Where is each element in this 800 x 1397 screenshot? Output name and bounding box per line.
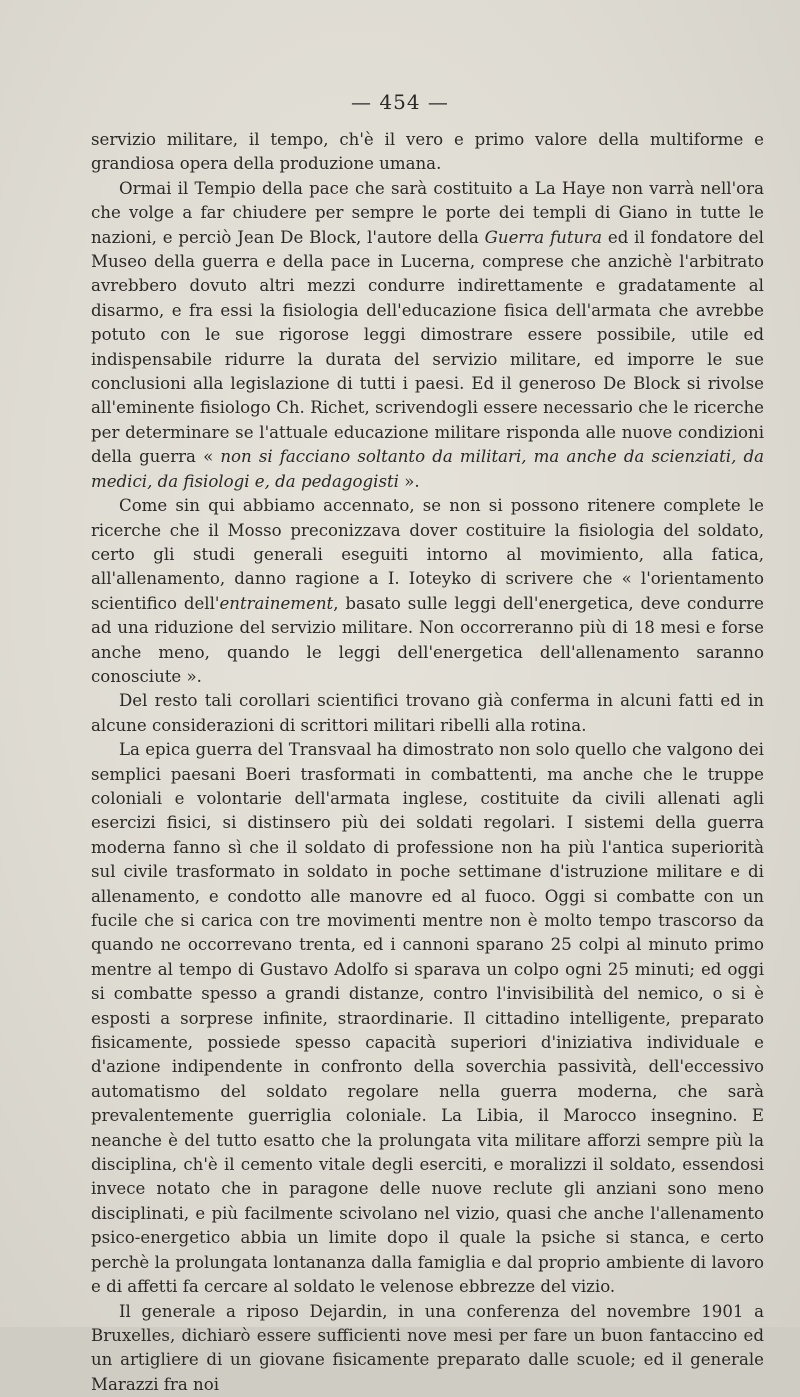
- quotation-italic: non si facciano soltanto da militari, ma anche da scienziati, da medici, da fisiologi e, da pedagogisti: [91, 447, 764, 490]
- text-run: servizio militare, il tempo, ch'è il vero e primo valore della multiforme e grandiosa opera della produzione umana.: [91, 130, 764, 173]
- text-run: Del resto tali corollari scientifici trovano già conferma in alcuni fatti ed in alcune considerazioni di scrittori militari ribelli alla rotina.: [91, 691, 764, 734]
- paragraph: [91, 738, 764, 1299]
- paragraph: [91, 689, 764, 738]
- term-italic: entrainement: [219, 594, 333, 613]
- paragraph: [91, 1300, 764, 1397]
- paragraph: [91, 128, 764, 177]
- text-run: Come sin qui abbiamo accennato, se non si possono ritenere complete le ricerche che il Mosso preconizzava dover costituire la fisiologia del soldato, certo gli studi generali eseguiti intorno al movimiento, alla fatica, all'allenamento, danno ragione a I. Ioteyko di scrivere che « l'orientamento scientifico dell': [91, 496, 764, 613]
- text-run: Ormai il Tempio della pace che sarà costituito a La Haye non varrà nell'ora che volge a far chiudere per sempre le porte dei templi di Giano in tutte le nazioni, e perciò Jean De Block, l'autore della: [91, 179, 764, 247]
- paragraph: [91, 494, 764, 689]
- text-run: , basato sulle leggi dell'energetica, deve condurre ad una riduzione del servizio militare. Non occorreranno più di 18 mesi e forse anche meno, quando le leggi dell'energetica dell'allenamento saranno conosciute ».: [91, 594, 764, 686]
- text-run: La epica guerra del Transvaal ha dimostrato non solo quello che valgono dei semplici paesani Boeri trasformati in combattenti, ma anche che le truppe coloniali e volontarie dell'armata inglese, costituite da civili allenati agli esercizi fisici, si distinsero più dei soldati regolari. I sistemi della guerra moderna fanno sì che il soldato di professione non ha più l'antica superiorità sul civile trasformato in soldato in poche settimane d'istruzione militare e di allenamento, e condotto alle manovre ed al fuoco. Oggi si combatte con un fucile che si carica con tre movimenti mentre non è molto tempo trascorso da quando ne occorrevano trenta, ed i cannoni sparano 25 colpi al minuto primo mentre al tempo di Gustavo Adolfo si sparava un colpo ogni 25 minuti; ed oggi si combatte spesso a grandi distanze, contro l'invisibilità del nemico, o si è esposti a sorprese infinite, straordinarie. Il cittadino intelligente, preparato fisicamente, possiede spesso capacità superiori d'iniziativa individuale e d'azione indipendente in confronto della soverchia passività, dell'eccessivo automatismo del soldato regolare nella guerra moderna, che sarà prevalentemente guerriglia coloniale. La Libia, il Marocco insegnino. E neanche è del tutto esatto che la prolungata vita militare afforzi sempre più la disciplina, ch'è il cemento vitale degli eserciti, e moralizzi il soldato, essendosi invece notato che in paragone delle nuove reclute gli anziani sono meno disciplinati, e più facilmente scivolano nel vizio, quasi che anche l'allenamento psico-energetico abbia un limite dopo il quale la psiche si stanca, e certo perchè la prolungata lontananza dalla famiglia e dal proprio ambiente di lavoro e di affetti fa cercare al soldato le velenose ebbrezze del vizio.: [91, 740, 764, 1296]
- text-run: ed il fondatore del Museo della guerra e della pace in Lucerna, comprese che anzichè l'arbitrato avrebbero dovuto altri mezzi condurre indirettamente e gradatamente al disarmo, e fra essi la fisiologia dell'educazione fisica dell'armata che avrebbe potuto con le sue rigorose leggi dimostrare essere possibile, utile ed indispensabile ridurre la durata del servizio militare, ed imporre le sue conclusioni alla legislazione di tutti i paesi. Ed il generoso De Block si rivolse all'eminente fisiologo Ch. Richet, scrivendogli essere necessario che le ricerche per determinare se l'attuale educazione militare risponda alle nuove condizioni della guerra «: [91, 228, 764, 467]
- paragraph: [91, 177, 764, 494]
- text-run: ».: [399, 472, 420, 491]
- text-run: Il generale a riposo Dejardin, in una conferenza del novembre 1901 a Bruxelles, dichiarò essere sufficienti nove mesi per fare un buon fantaccino ed un artigliere di un giovane fisicamente preparato dalle scuole; ed il generale Marazzi fra noi: [91, 1302, 764, 1394]
- page-number: — 454 —: [0, 90, 800, 114]
- book-title-italic: Guerra futura: [485, 228, 602, 247]
- body-text: [91, 128, 764, 1397]
